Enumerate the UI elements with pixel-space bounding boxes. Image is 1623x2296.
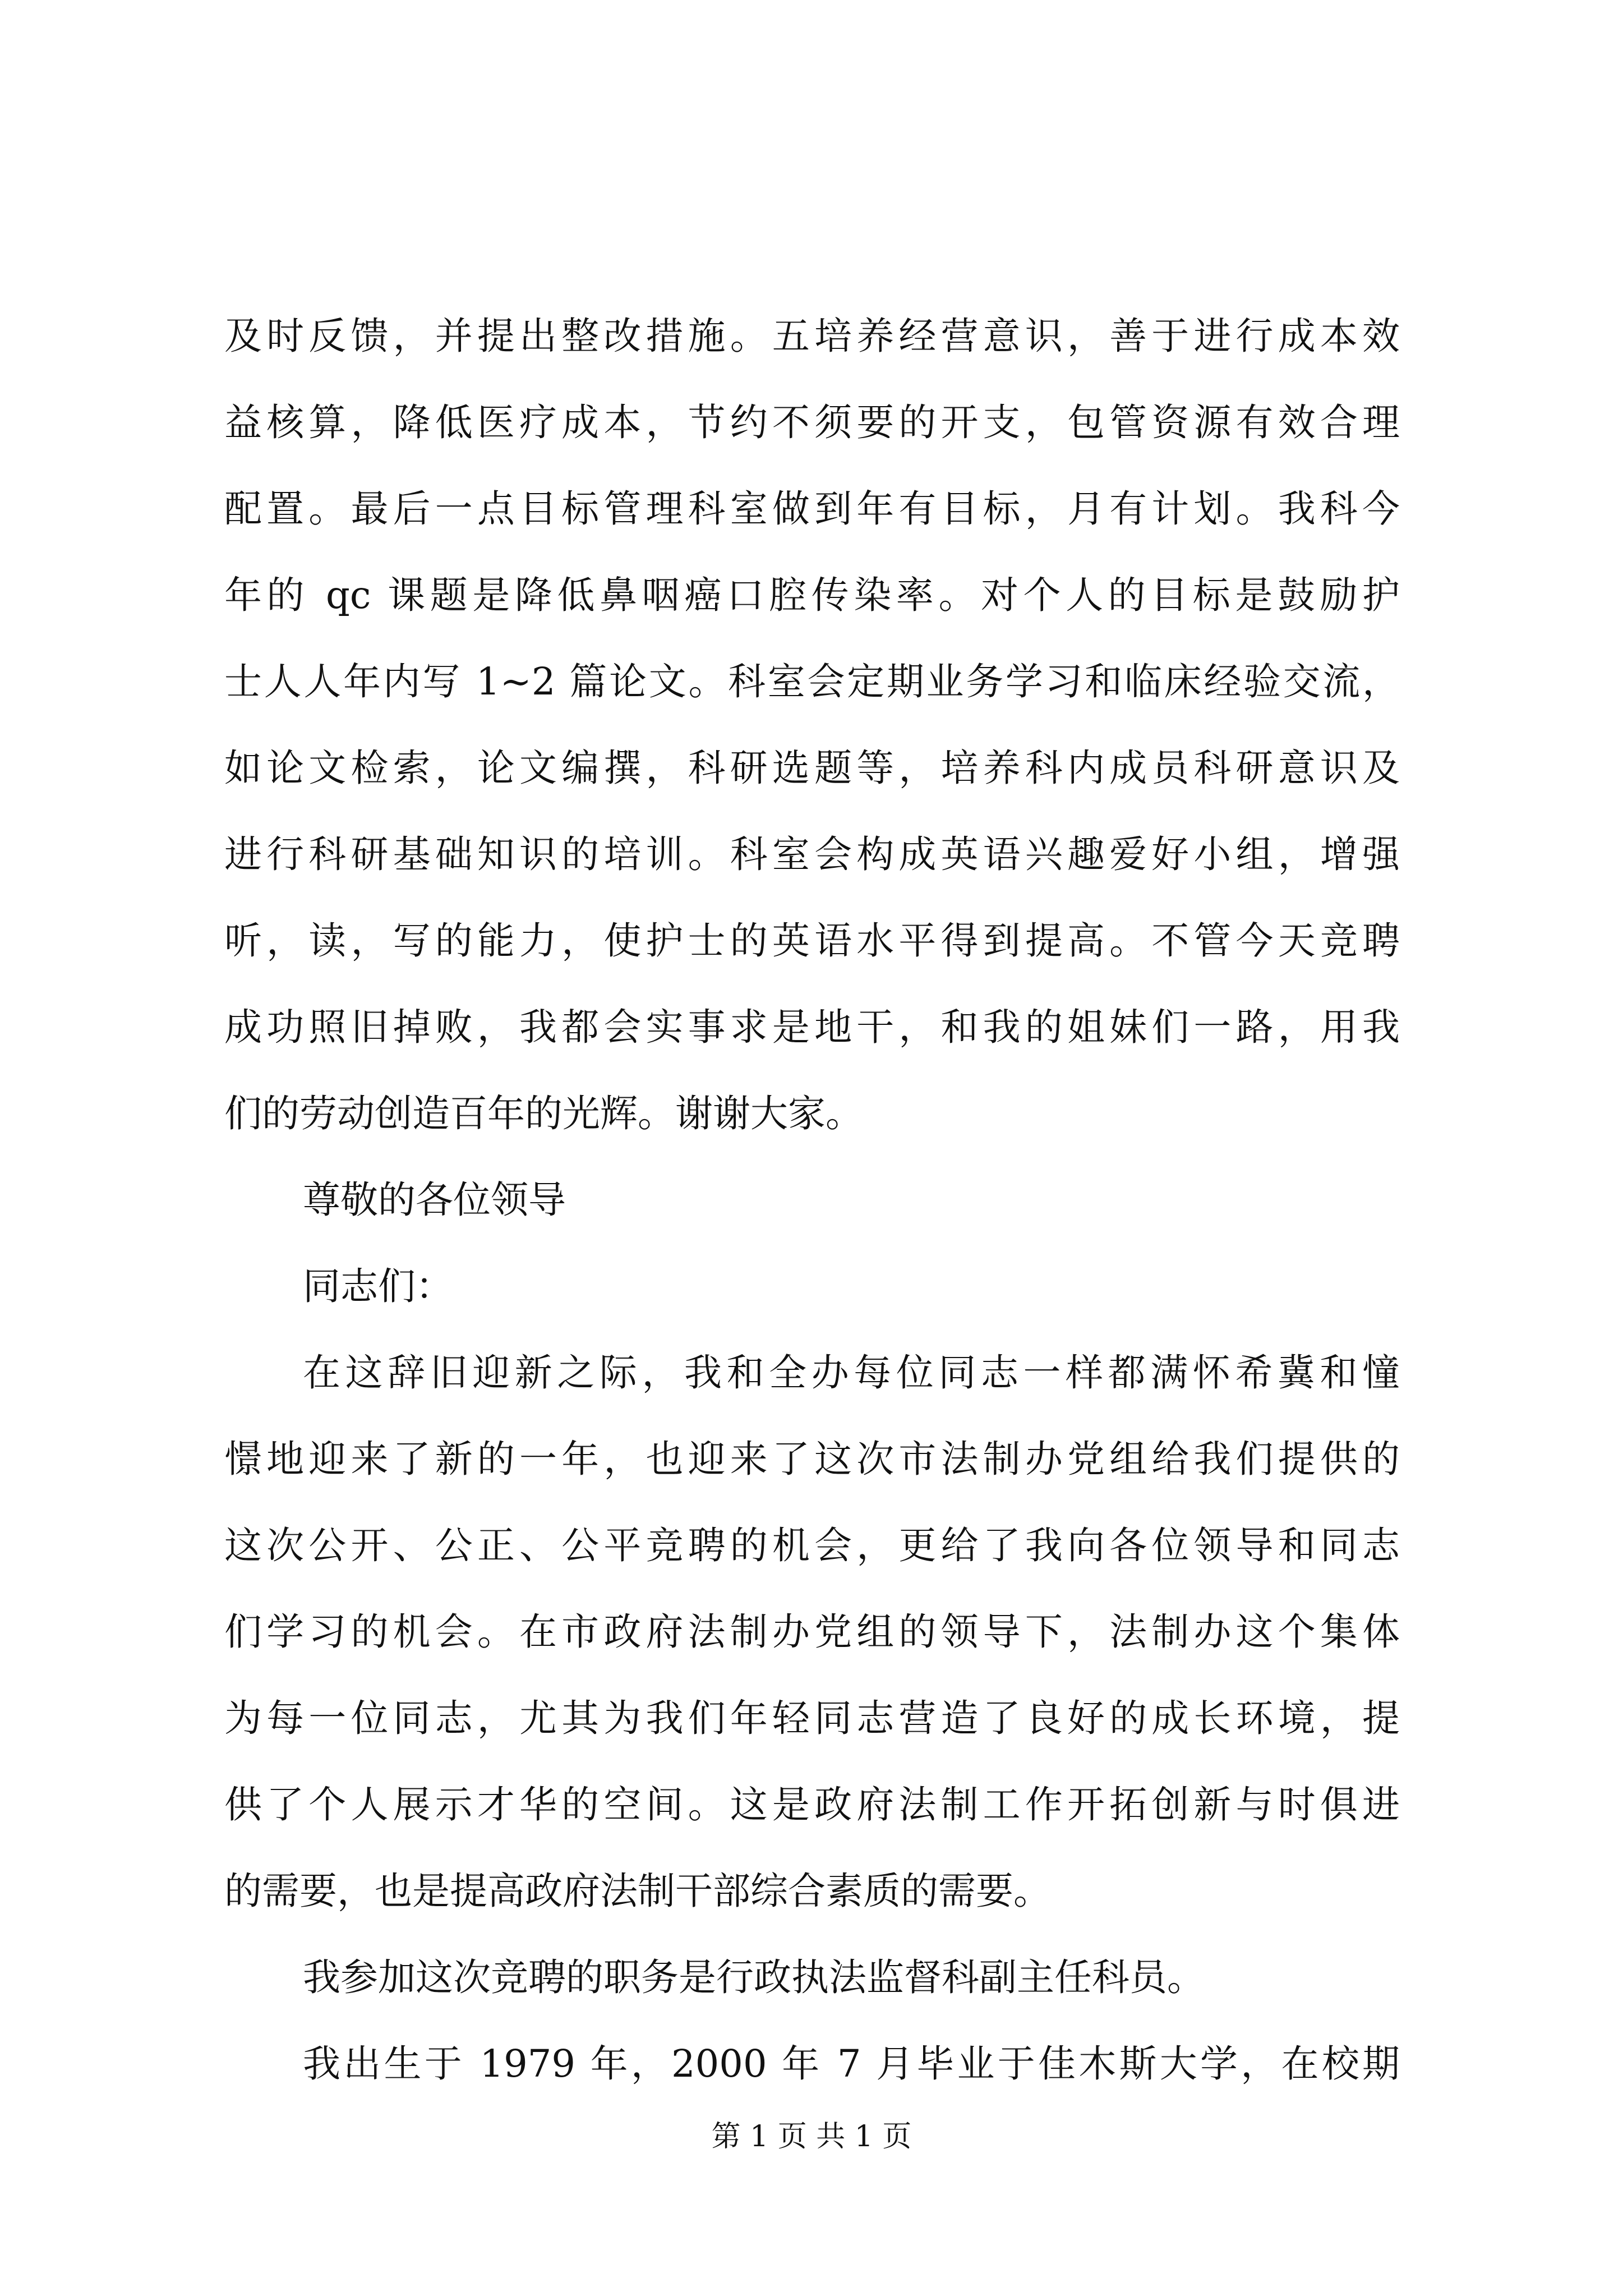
text-line: 供了个人展示才华的空间。这是政府法制工作开拓创新与时俱进 [224,1783,1400,1826]
text-line: 我参加这次竞聘的职务是行政执法监督科副主任科员。 [303,1955,1205,1999]
text-line: 成功照旧掉败，我都会实事求是地干，和我的姐妹们一路，用我 [224,1005,1400,1049]
text-line: 们的劳动创造百年的光辉。谢谢大家。 [224,1092,863,1135]
text-line: 及时反馈，并提出整改措施。五培养经营意识，善于进行成本效 [224,314,1400,358]
text-line: 听，读，写的能力，使护士的英语水平得到提高。不管今天竞聘 [224,919,1400,963]
salutation-line: 尊敬的各位领导 [303,1178,566,1222]
page-footer [0,2117,1623,2156]
text-line: 的需要，也是提高政府法制干部综合素质的需要。 [224,1869,1051,1913]
text-line: 士人人年内写 1~2 篇论文。科室会定期业务学习和临床经验交流， [224,660,1400,703]
text-line: 进行科研基础知识的培训。科室会构成英语兴趣爱好小组，增强 [224,832,1400,876]
text-line: 年的 qc 课题是降低鼻咽癌口腔传染率。对个人的目标是鼓励护 [224,573,1400,617]
text-line: 们学习的机会。在市政府法制办党组的领导下，法制办这个集体 [224,1610,1400,1654]
text-line: 憬地迎来了新的一年，也迎来了这次市法制办党组给我们提供的 [224,1437,1400,1481]
text-line: 这次公开、公正、公平竞聘的机会，更给了我向各位领导和同志 [224,1524,1400,1567]
page-number: 第 1 页 共 1 页 [711,2120,912,2154]
body-text [224,293,1400,2107]
text-line: 如论文检索，论文编撰，科研选题等，培养科内成员科研意识及 [224,746,1400,790]
text-line: 配置。最后一点目标管理科室做到年有目标，月有计划。我科今 [224,487,1400,531]
text-line: 在这辞旧迎新之际，我和全办每位同志一样都满怀希冀和憧 [303,1351,1400,1395]
text-line: 为每一位同志，尤其为我们年轻同志营造了良好的成长环境，提 [224,1696,1400,1740]
text-line: 我出生于 1979 年，2000 年 7 月毕业于佳木斯大学，在校期 [303,2042,1400,2086]
salutation-line: 同志们： [303,1264,453,1308]
text-line: 益核算，降低医疗成本，节约不须要的开支，包管资源有效合理 [224,401,1400,444]
